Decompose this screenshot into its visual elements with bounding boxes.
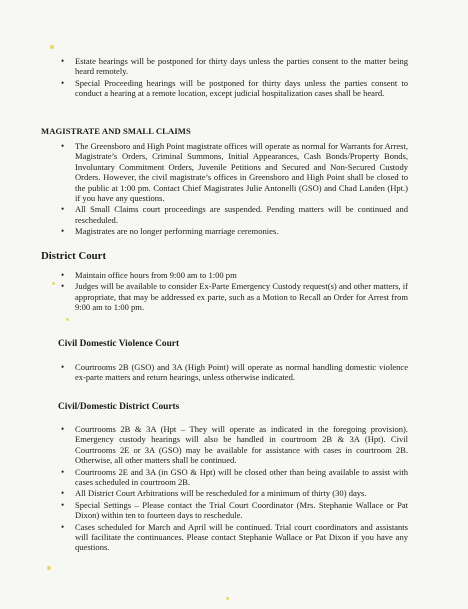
bullet-icon: • — [61, 521, 65, 532]
magistrate-list — [58, 141, 408, 238]
list-item: • Estate hearings will be postponed for thirty days unless the parties consent to the matter being heard remotely. — [61, 56, 408, 77]
highlight-mark — [226, 597, 229, 600]
highlight-mark — [52, 282, 55, 285]
bullet-icon: • — [61, 466, 65, 477]
list-item: • Magistrates are no longer performing marriage ceremonies. — [61, 226, 279, 237]
list-item: • Special Settings – Please contact the Trial Court Coordinator (Mrs. Stephanie Wallace or Pat Dixon) within ten to fourteen days to reschedule. — [61, 499, 408, 521]
list-item: • The Greensboro and High Point magistrate offices will operate as normal for Warrants for Arrest, Magistrate’s Orders, Criminal Summons, Initial Appearances, Cash Bonds/Property Bonds, Involuntary Commitment Orders, Juvenile Petitions and Secured and Non-Secured Custody Orders. However, the civil magistrate’s offices in Greensboro and High Point shall be closed to the public at 1:00 pm. Contact Chief Magistrates Julie Antonelli (GSO) and Chad Landen (Hpt.) if you have any questions. — [61, 141, 408, 204]
bullet-icon: • — [61, 281, 65, 292]
list-item: • Judges will be available to consider Ex-Parte Emergency Custody request(s) and other matters, if appropriate, that may be addressed ex parte, such as a Motion to Recall an Order for Arrest from 9:00 am to 1:00 pm. — [61, 281, 408, 313]
list-item: • Courtrooms 2E and 3A (in GSO & Hpt) will be closed other than being available to assist with cases scheduled in courtroom 2B. — [61, 466, 408, 488]
highlight-mark — [66, 318, 69, 321]
bullet-icon: • — [61, 499, 65, 510]
list-item: • All District Court Arbitrations will be rescheduled for a minimum of thirty (30) days. — [61, 488, 367, 499]
list-item: • Special Proceeding hearings will be postponed for thirty days unless the parties consent to conduct a hearing at a remote location, except judicial hospitalization cases shall be heard. — [61, 77, 408, 99]
bullet-icon: • — [61, 77, 65, 88]
district-list — [58, 270, 408, 314]
bullet-icon: • — [61, 204, 65, 215]
list-item: • Cases scheduled for March and April will be continued. Trial court coordinators and assistants will facilitate the continuances. Please contact Stephanie Wallace or Pat Dixon if you have any questions. — [61, 521, 408, 553]
section-heading-magistrate: MAGISTRATE AND SMALL CLAIMS — [41, 126, 191, 136]
highlight-mark — [47, 566, 51, 570]
list-item: • Maintain office hours from 9:00 am to 1:00 pm — [61, 270, 237, 280]
section-heading-civil-district: Civil/Domestic District Courts — [58, 402, 180, 412]
civil-district-list — [58, 424, 408, 554]
bullet-icon: • — [61, 141, 65, 151]
bullet-icon: • — [61, 424, 65, 434]
list-item: • All Small Claims court proceedings are suspended. Pending matters will be continued and rescheduled. — [61, 204, 408, 225]
bullet-icon: • — [61, 488, 65, 499]
bullet-icon: • — [61, 362, 65, 372]
bullet-icon: • — [61, 56, 65, 66]
bullet-icon: • — [61, 270, 65, 280]
civil-dv-list — [58, 362, 408, 384]
section-heading-district-court: District Court — [41, 250, 107, 262]
highlight-mark — [50, 45, 54, 49]
list-item: • Courtrooms 2B & 3A (Hpt – They will operate as indicated in the foregoing provision). Emergency custody hearings will also be handled in courtroom 2B & 3A (Hpt). Civil Courtrooms 2E or 3A (GSO) may be available for assistance with cases in courtroom 2B. Otherwise, all other matters shall be continued. — [61, 424, 408, 466]
section-heading-civil-dv: Civil Domestic Violence Court — [58, 339, 180, 349]
estate-list — [58, 56, 408, 100]
bullet-icon: • — [61, 226, 65, 237]
list-item: • Courtrooms 2B (GSO) and 3A (High Point) will operate as normal handling domestic violence ex-parte matters and return hearings, unless otherwise indicated. — [61, 362, 408, 383]
